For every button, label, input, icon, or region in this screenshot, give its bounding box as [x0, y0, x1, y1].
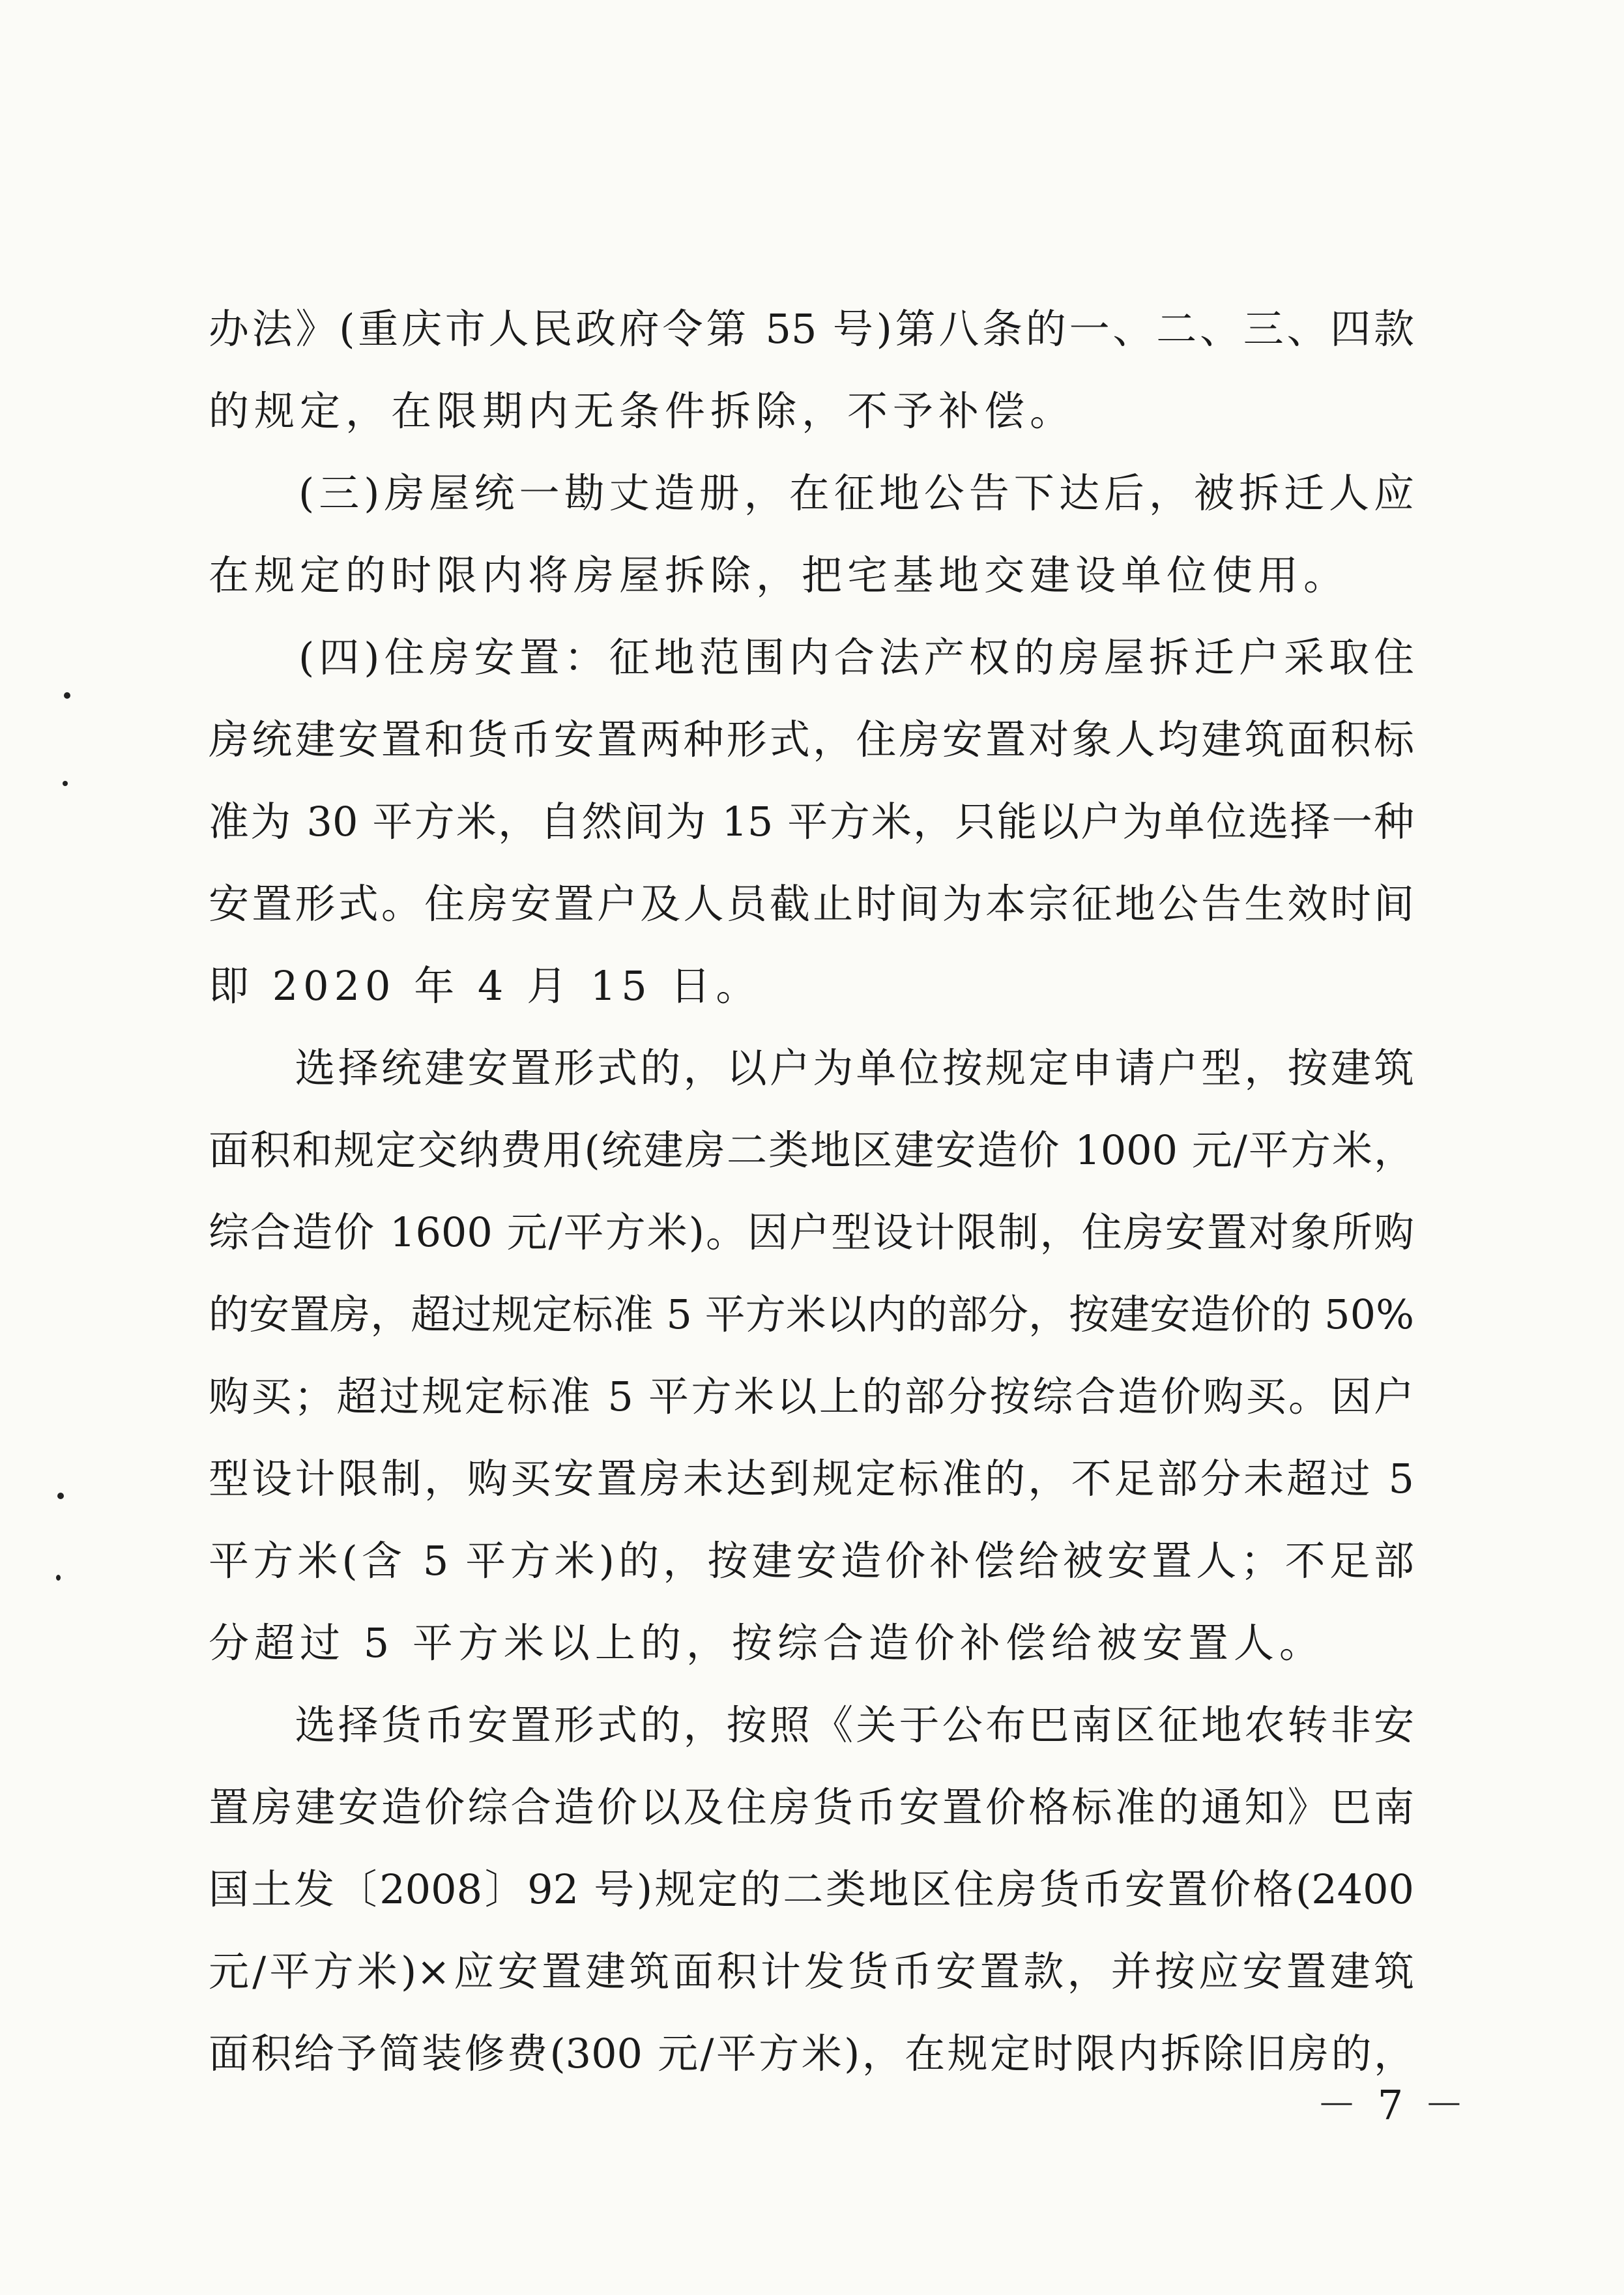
body-text-line: 购买；超过规定标准 5 平方米以上的部分按综合造价购买。因户 [209, 1373, 1414, 1420]
body-text-line: 即 2020 年 4 月 15 日。 [209, 962, 762, 1010]
page-number: － 7 － [1316, 2081, 1468, 2129]
body-text-line: 准为 30 平方米，自然间为 15 平方米，只能以户为单位选择一种 [209, 798, 1414, 845]
body-text-line: 分超过 5 平方米以上的，按综合造价补偿给被安置人。 [209, 1619, 1325, 1667]
body-text-line: 置房建安造价综合造价以及住房货币安置价格标准的通知》巴南 [209, 1783, 1414, 1831]
body-text-line: 安置形式。住房安置户及人员截止时间为本宗征地公告生效时间 [209, 880, 1414, 928]
body-text-line: 房统建安置和货币安置两种形式，住房安置对象人均建筑面积标 [209, 716, 1414, 763]
body-text-line: 的安置房，超过规定标准 5 平方米以内的部分，按建安造价的 50% [209, 1291, 1414, 1338]
body-text-line: 选择统建安置形式的，以户为单位按规定申请户型，按建筑 [209, 1044, 1414, 1092]
body-text-line: 面积给予简装修费(300 元/平方米)，在规定时限内拆除旧房的， [209, 2030, 1414, 2077]
scan-speck [57, 1493, 64, 1499]
body-text-line: 在规定的时限内将房屋拆除，把宅基地交建设单位使用。 [209, 551, 1350, 599]
body-text-line: (三)房屋统一勘丈造册，在征地公告下达后，被拆迁人应 [209, 469, 1414, 517]
scan-speck [63, 781, 68, 786]
body-text-line: 面积和规定交纳费用(统建房二类地区建安造价 1000 元/平方米， [209, 1126, 1414, 1174]
body-text-line: 的规定，在限期内无条件拆除，不予补偿。 [209, 387, 1076, 435]
body-text-line: (四)住房安置：征地范围内合法产权的房屋拆迁户采取住 [209, 634, 1414, 681]
body-text-line: 平方米(含 5 平方米)的，按建安造价补偿给被安置人；不足部 [209, 1537, 1414, 1585]
scan-speck [64, 692, 70, 699]
scan-speck [56, 1575, 61, 1581]
body-text-line: 国土发〔2008〕92 号)规定的二类地区住房货币安置价格(2400 [209, 1865, 1414, 1913]
body-text-line: 选择货币安置形式的，按照《关于公布巴南区征地农转非安 [209, 1701, 1414, 1749]
body-text-line: 综合造价 1600 元/平方米)。因户型设计限制，住房安置对象所购 [209, 1208, 1414, 1256]
body-text-line: 元/平方米)×应安置建筑面积计发货币安置款，并按应安置建筑 [209, 1948, 1414, 1995]
body-text-line: 办法》(重庆市人民政府令第 55 号)第八条的一、二、三、四款 [209, 305, 1414, 353]
body-text-line: 型设计限制，购买安置房未达到规定标准的，不足部分未超过 5 [209, 1455, 1414, 1502]
